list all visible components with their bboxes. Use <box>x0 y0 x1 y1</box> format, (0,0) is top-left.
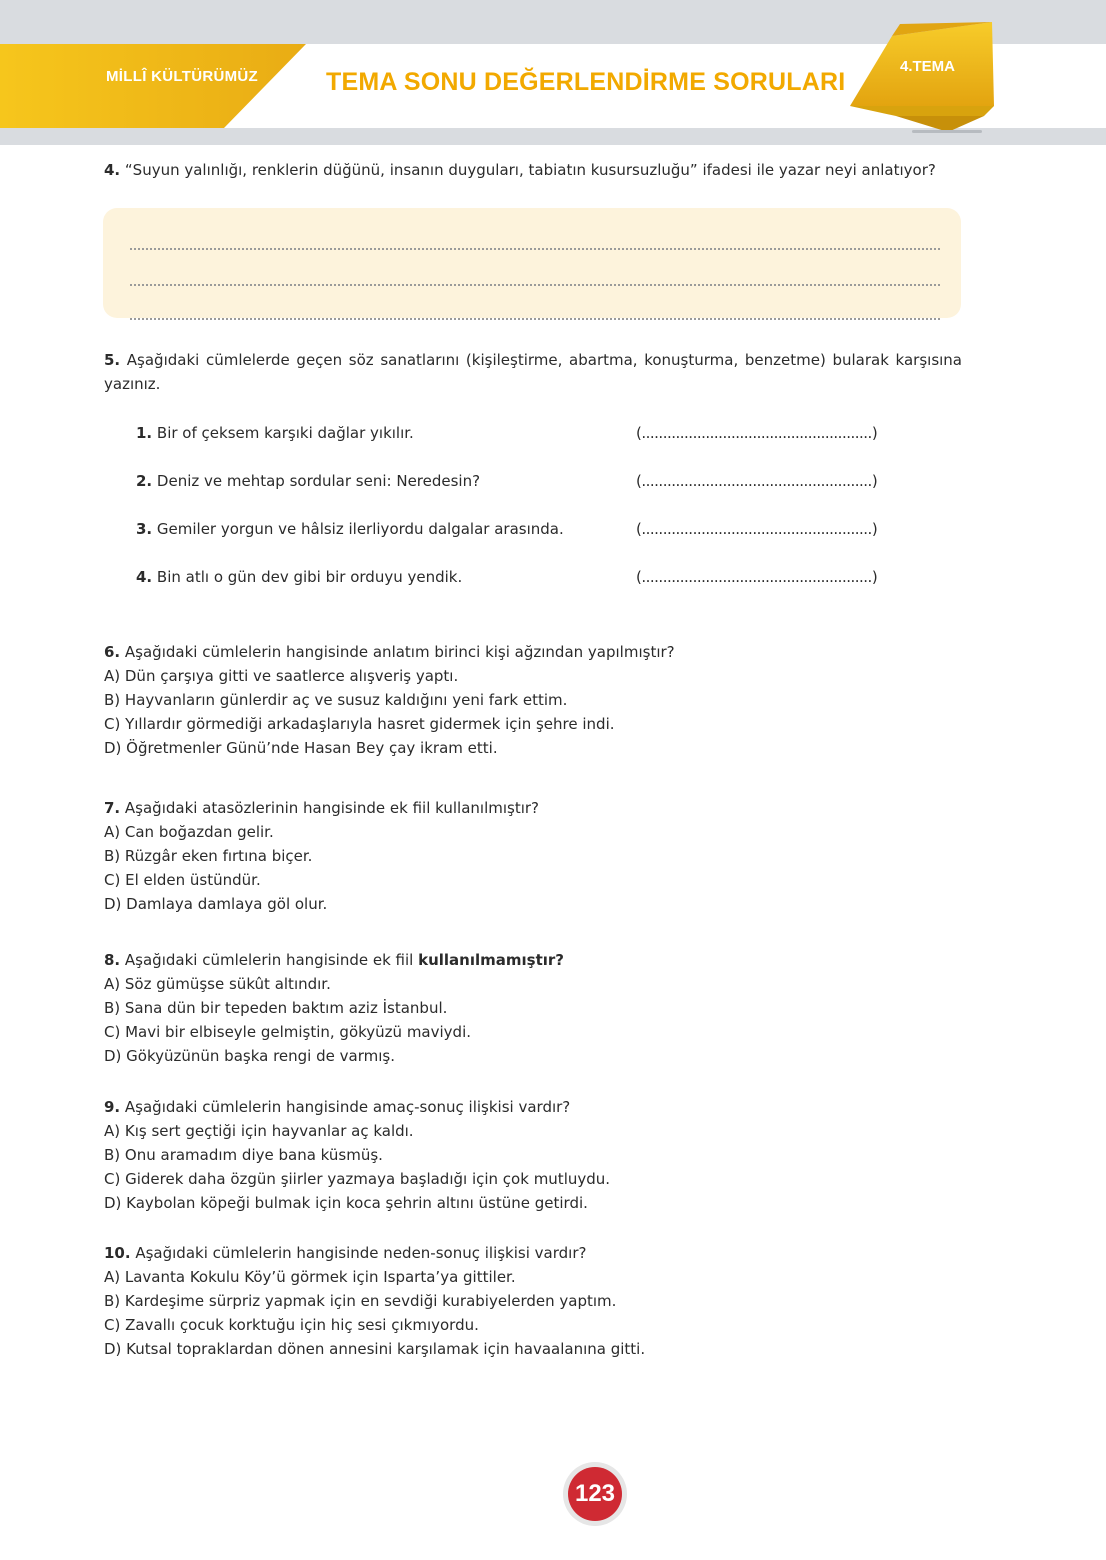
art-item-1 <box>136 424 414 442</box>
question-number: 9. <box>104 1098 121 1116</box>
question-9 <box>104 1095 962 1215</box>
item-number: 4. <box>136 568 153 586</box>
question-number: 5. <box>104 351 121 369</box>
question-emphasis: kullanılmamıştır? <box>418 951 564 969</box>
question-text: Aşağıdaki atasözlerinin hangisinde ek fiil kullanılmıştır? <box>120 799 540 817</box>
option-b[interactable]: B) Hayvanların günlerdir aç ve susuz kaldığını yeni fark ettim. <box>104 691 568 709</box>
question-text: Aşağıdaki cümlelerin hangisinde amaç-sonuç ilişkisi vardır? <box>120 1098 571 1116</box>
item-number: 3. <box>136 520 153 538</box>
option-b[interactable]: B) Rüzgâr eken fırtına biçer. <box>104 847 313 865</box>
page-number: 123 <box>568 1467 622 1521</box>
answer-blank[interactable]: (......................................................) <box>636 424 878 442</box>
option-a[interactable]: A) Söz gümüşse sükût altındır. <box>104 975 331 993</box>
answer-box[interactable] <box>103 208 961 318</box>
question-number: 4. <box>104 161 121 179</box>
question-text: Aşağıdaki cümlelerin hangisinde anlatım birinci kişi ağzından yapılmıştır? <box>120 643 675 661</box>
question-7 <box>104 796 962 916</box>
question-text: Aşağıdaki cümlelerin hangisinde ek fiil <box>120 951 419 969</box>
option-c[interactable]: C) El elden üstündür. <box>104 871 261 889</box>
answer-blank[interactable]: (......................................................) <box>636 568 878 586</box>
question-number: 7. <box>104 799 121 817</box>
art-item-3 <box>136 520 564 538</box>
item-number: 1. <box>136 424 153 442</box>
question-5 <box>104 348 962 396</box>
option-c[interactable]: C) Mavi bir elbiseyle gelmiştin, gökyüzü maviydi. <box>104 1023 472 1041</box>
option-d[interactable]: D) Kaybolan köpeği bulmak için koca şehrin altını üstüne getirdi. <box>104 1194 588 1212</box>
answer-blank[interactable]: (......................................................) <box>636 520 878 538</box>
option-d[interactable]: D) Kutsal topraklardan dönen annesini karşılamak için havaalanına gitti. <box>104 1340 646 1358</box>
item-text: Deniz ve mehtap sordular seni: Neredesin? <box>152 472 481 490</box>
page-title: TEMA SONU DEĞERLENDİRME SORULARI <box>326 68 846 96</box>
question-4 <box>104 158 962 182</box>
option-b[interactable]: B) Kardeşime sürpriz yapmak için en sevdiği kurabiyelerden yaptım. <box>104 1292 617 1310</box>
option-a[interactable]: A) Lavanta Kokulu Köy’ü görmek için Isparta’ya gittiler. <box>104 1268 516 1286</box>
item-text: Bir of çeksem karşıki dağlar yıkılır. <box>152 424 414 442</box>
question-text: “Suyun yalınlığı, renklerin düğünü, insanın duyguları, tabiatın kusursuzluğu” ifadesi ile yazar neyi anlatıyor? <box>120 161 936 179</box>
answer-line[interactable] <box>130 282 940 286</box>
art-item-2 <box>136 472 480 490</box>
option-d[interactable]: D) Öğretmenler Günü’nde Hasan Bey çay ikram etti. <box>104 739 498 757</box>
question-6 <box>104 640 962 760</box>
item-text: Gemiler yorgun ve hâlsiz ilerliyordu dalgalar arasında. <box>152 520 564 538</box>
option-d[interactable]: D) Damlaya damlaya göl olur. <box>104 895 328 913</box>
question-number: 8. <box>104 951 121 969</box>
question-text: Aşağıdaki cümlelerde geçen söz sanatlarını (kişileştirme, abartma, konuşturma, benzetme) bularak karşısına yazınız. <box>104 351 962 393</box>
option-a[interactable]: A) Dün çarşıya gitti ve saatlerce alışveriş yaptı. <box>104 667 459 685</box>
tema-badge-shadow <box>850 106 994 116</box>
answer-blank[interactable]: (......................................................) <box>636 472 878 490</box>
section-label: MİLLÎ KÜLTÜRÜMÜZ <box>106 68 258 85</box>
item-text: Bin atlı o gün dev gibi bir orduyu yendik. <box>152 568 463 586</box>
option-b[interactable]: B) Onu aramadım diye bana küsmüş. <box>104 1146 383 1164</box>
option-d[interactable]: D) Gökyüzünün başka rengi de varmış. <box>104 1047 395 1065</box>
answer-line[interactable] <box>130 246 940 250</box>
item-number: 2. <box>136 472 153 490</box>
option-b[interactable]: B) Sana dün bir tepeden baktım aziz İstanbul. <box>104 999 448 1017</box>
art-item-4 <box>136 568 462 586</box>
tema-label: 4.TEMA <box>900 58 956 75</box>
page-number-badge <box>563 1462 627 1526</box>
section-ribbon <box>0 44 306 128</box>
option-a[interactable]: A) Kış sert geçtiği için hayvanlar aç kaldı. <box>104 1122 414 1140</box>
option-a[interactable]: A) Can boğazdan gelir. <box>104 823 274 841</box>
question-number: 10. <box>104 1244 131 1262</box>
question-10 <box>104 1241 962 1361</box>
option-c[interactable]: C) Zavallı çocuk korktuğu için hiç sesi çıkmıyordu. <box>104 1316 479 1334</box>
tema-badge-fold <box>896 116 984 132</box>
question-number: 6. <box>104 643 121 661</box>
option-c[interactable]: C) Yıllardır görmediği arkadaşlarıyla hasret gidermek için şehre indi. <box>104 715 615 733</box>
question-8 <box>104 948 962 1068</box>
answer-line[interactable] <box>130 316 940 320</box>
question-text: Aşağıdaki cümlelerin hangisinde neden-sonuç ilişkisi vardır? <box>130 1244 587 1262</box>
option-c[interactable]: C) Giderek daha özgün şiirler yazmaya başladığı için çok mutluydu. <box>104 1170 611 1188</box>
